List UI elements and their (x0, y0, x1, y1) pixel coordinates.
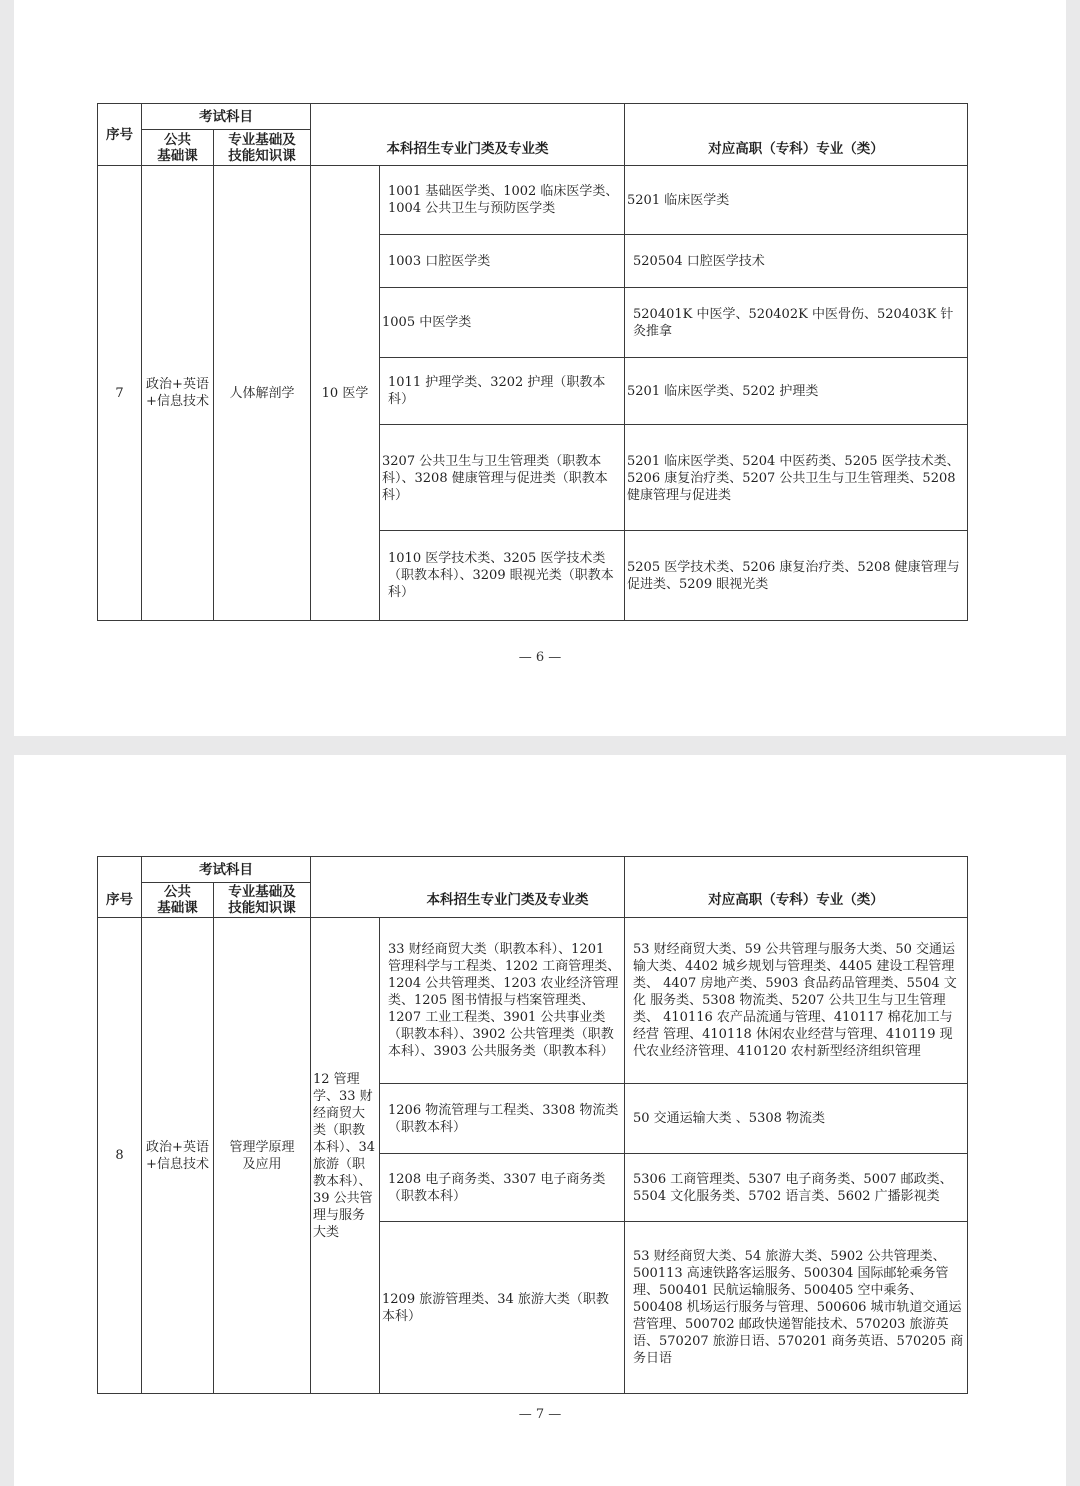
undergrad-major: 1010 医学技术类、3205 医学技术类（职教本科）、3209 眼视光类（职教本科） (380, 531, 625, 621)
header-exam-subjects: 考试科目 (142, 103, 311, 130)
admission-table-page-7 (97, 856, 968, 1394)
header-undergrad: 本科招生专业门类及专业类 (311, 856, 625, 918)
document-page-7 (14, 755, 1066, 1486)
admission-table-page-6 (97, 103, 968, 621)
row-seq: 7 (97, 166, 142, 621)
header-seq: 序号 (97, 103, 142, 166)
undergrad-major: 1208 电子商务类、3307 电子商务类（职教本科） (380, 1154, 625, 1222)
undergrad-major: 1005 中医学类 (380, 288, 625, 358)
undergrad-major: 1206 物流管理与工程类、3308 物流类（职教本科） (380, 1084, 625, 1154)
document-page-6 (14, 0, 1066, 736)
vocational-major: 5201 临床医学类、5202 护理类 (625, 358, 968, 425)
header-public-basic: 公共 基础课 (142, 130, 214, 166)
header-prof-basic: 专业基础及 技能知识课 (214, 130, 311, 166)
vocational-major: 5201 临床医学类、5204 中医药类、5205 医学技术类、5206 康复治疗类、5207 公共卫生与卫生管理类、5208 健康管理与促进类 (625, 425, 968, 531)
page-number: — 7 — (518, 1407, 562, 1422)
public-basic-subject: 政治+英语 +信息技术 (142, 918, 214, 1394)
vocational-major: 5205 医学技术类、5206 康复治疗类、5208 健康管理与促进类、5209 眼视光类 (625, 531, 968, 621)
undergrad-category: 10 医学 (311, 166, 380, 621)
header-vocational: 对应高职（专科）专业（类） (625, 856, 968, 918)
header-public-basic: 公共 基础课 (142, 883, 214, 918)
public-basic-subject: 政治+英语 +信息技术 (142, 166, 214, 621)
vocational-major: 5306 工商管理类、5307 电子商务类、5007 邮政类、5504 文化服务类、5702 语言类、5602 广播影视类 (625, 1154, 968, 1222)
undergrad-major: 3207 公共卫生与卫生管理类（职教本科）、3208 健康管理与促进类（职教本科） (380, 425, 625, 531)
vocational-major: 520504 口腔医学技术 (625, 235, 968, 288)
undergrad-major: 1001 基础医学类、1002 临床医学类、1004 公共卫生与预防医学类 (380, 166, 625, 235)
undergrad-major: 1011 护理学类、3202 护理（职教本科） (380, 358, 625, 425)
vocational-major: 53 财经商贸大类、59 公共管理与服务大类、50 交通运输大类、4402 城乡规划与管理类、4405 建设工程管理类、 4407 房地产类、5903 食品药品管理类、5504 文化 服务类、5308 物流类、5207 公共卫生与卫生管理类、 410116 农产品流通与管理、410117 棉花加工与经营 管理、410118 休闲农业经营与管理、410119 现代农业经济管理、410120 农村新型经济组织管理 (625, 918, 968, 1084)
undergrad-category: 12 管理学、33 财经商贸大类（职教本科）、34 旅游（职教本科）、39 公共管理与服务大类 (311, 918, 380, 1394)
vocational-major: 520401K 中医学、520402K 中医骨伤、520403K 针灸推拿 (625, 288, 968, 358)
header-vocational: 对应高职（专科）专业（类） (625, 103, 968, 166)
vocational-major: 50 交通运输大类 、5308 物流类 (625, 1084, 968, 1154)
header-exam-subjects: 考试科目 (142, 856, 311, 883)
prof-basic-subject: 人体解剖学 (214, 166, 311, 621)
header-undergrad: 本科招生专业门类及专业类 (311, 103, 625, 166)
undergrad-major: 1209 旅游管理类、34 旅游大类（职教本科） (380, 1222, 625, 1394)
undergrad-major: 33 财经商贸大类（职教本科）、1201 管理科学与工程类、1202 工商管理类、1204 公共管理类、1203 农业经济管理类、1205 图书情报与档案管理类、1207 工业工程类、3901 公共事业类（职教本科）、3902 公共管理类（职教本科）、3903 公共服务类（职教本科） (380, 918, 625, 1084)
prof-basic-subject: 管理学原理 及应用 (214, 918, 311, 1394)
vocational-major: 53 财经商贸大类、54 旅游大类、5902 公共管理类、500113 高速铁路客运服务、500304 国际邮轮乘务管理、500401 民航运输服务、500405 空中乘务、500408 机场运行服务与管理、500606 城市轨道交通运营管理、500702 邮政快递智能技术、570203 旅游英语、570207 旅游日语、570201 商务英语、570205 商务日语 (625, 1222, 968, 1394)
vocational-major: 5201 临床医学类 (625, 166, 968, 235)
page-number: — 6 — (518, 650, 562, 665)
header-prof-basic: 专业基础及 技能知识课 (214, 883, 311, 918)
row-seq: 8 (97, 918, 142, 1394)
undergrad-major: 1003 口腔医学类 (380, 235, 625, 288)
header-seq: 序号 (97, 856, 142, 918)
